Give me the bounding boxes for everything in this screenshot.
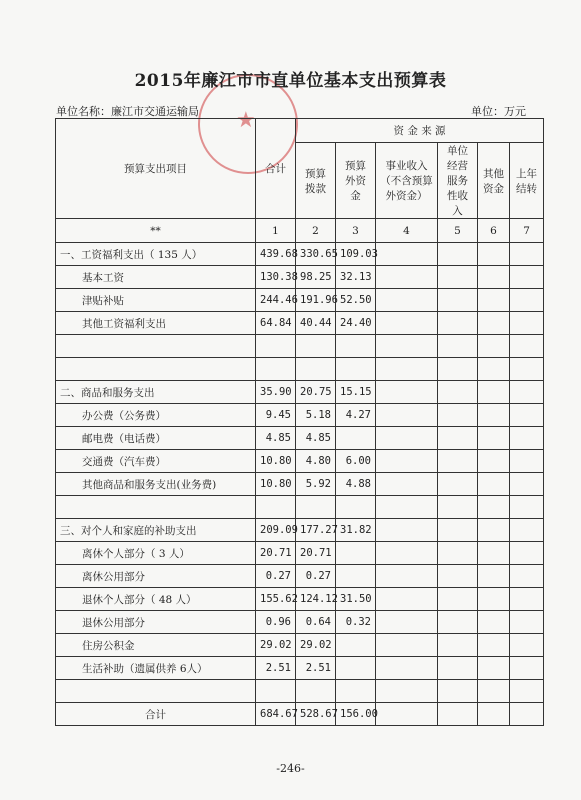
row-operating [438, 450, 478, 473]
row-item: 住房公积金 [56, 634, 256, 657]
header-budget: 预算拨款 [296, 143, 336, 219]
row-total: 4.85 [256, 427, 296, 450]
row-total: 209.09 [256, 519, 296, 542]
row-item: 办公费（公务费） [56, 404, 256, 427]
row-extra [336, 542, 376, 565]
table-row [56, 335, 544, 358]
row-item: 基本工资 [56, 266, 256, 289]
total-c4 [376, 703, 438, 726]
row-career [376, 404, 438, 427]
row-extra: 52.50 [336, 289, 376, 312]
row-operating [438, 427, 478, 450]
row-total: 2.51 [256, 657, 296, 680]
row-operating [438, 680, 478, 703]
row-total [256, 358, 296, 381]
row-other [478, 611, 510, 634]
row-career [376, 542, 438, 565]
row-total: 20.71 [256, 542, 296, 565]
row-extra [336, 680, 376, 703]
row-carry [510, 588, 544, 611]
row-operating [438, 243, 478, 266]
table-row [56, 404, 544, 427]
row-item: 二、商品和服务支出 [56, 381, 256, 404]
row-budget [296, 496, 336, 519]
row-carry [510, 634, 544, 657]
row-extra [336, 634, 376, 657]
table-row [56, 565, 544, 588]
row-other [478, 243, 510, 266]
row-extra: 31.50 [336, 588, 376, 611]
row-carry [510, 358, 544, 381]
row-career [376, 450, 438, 473]
row-item: 退休个人部分（ 48 人） [56, 588, 256, 611]
row-other [478, 427, 510, 450]
row-career [376, 289, 438, 312]
row-total [256, 335, 296, 358]
table-row [56, 496, 544, 519]
document-title: 2015年廉江市市直单位基本支出预算表 [134, 71, 447, 91]
row-other [478, 266, 510, 289]
row-item [56, 680, 256, 703]
row-carry [510, 289, 544, 312]
row-item: 三、对个人和家庭的补助支出 [56, 519, 256, 542]
unit-name-value: 廉江市交通运输局 [111, 105, 199, 118]
row-other [478, 450, 510, 473]
row-operating [438, 473, 478, 496]
table-row [56, 519, 544, 542]
total-c7 [510, 703, 544, 726]
row-carry [510, 611, 544, 634]
row-item: 退休公用部分 [56, 611, 256, 634]
row-budget: 124.12 [296, 588, 336, 611]
row-career [376, 611, 438, 634]
row-item: 邮电费（电话费） [56, 427, 256, 450]
table-row [56, 542, 544, 565]
row-item: 离休个人部分（ 3 人） [56, 542, 256, 565]
row-item [56, 335, 256, 358]
row-operating [438, 588, 478, 611]
row-operating [438, 404, 478, 427]
row-total: 0.96 [256, 611, 296, 634]
row-item: 生活补助（遗属供养 6人） [56, 657, 256, 680]
index-c1: 1 [256, 219, 296, 243]
row-carry [510, 404, 544, 427]
row-budget: 330.65 [296, 243, 336, 266]
row-operating [438, 358, 478, 381]
row-operating [438, 611, 478, 634]
row-budget: 0.27 [296, 565, 336, 588]
row-extra [336, 657, 376, 680]
row-career [376, 519, 438, 542]
table-row [56, 243, 544, 266]
row-budget: 29.02 [296, 634, 336, 657]
row-carry [510, 335, 544, 358]
budget-table [55, 118, 544, 726]
row-extra [336, 335, 376, 358]
row-total: 130.38 [256, 266, 296, 289]
row-carry [510, 427, 544, 450]
row-operating [438, 381, 478, 404]
table-row [56, 381, 544, 404]
row-item: 一、工资福利支出（ 135 人） [56, 243, 256, 266]
row-carry [510, 473, 544, 496]
index-c4: 4 [376, 219, 438, 243]
row-extra [336, 565, 376, 588]
row-item: 津贴补贴 [56, 289, 256, 312]
row-career [376, 358, 438, 381]
row-extra: 6.00 [336, 450, 376, 473]
table-row [56, 588, 544, 611]
row-extra: 109.03 [336, 243, 376, 266]
row-total: 9.45 [256, 404, 296, 427]
row-total: 10.80 [256, 450, 296, 473]
index-c2: 2 [296, 219, 336, 243]
row-carry [510, 519, 544, 542]
table-row [56, 358, 544, 381]
row-career [376, 381, 438, 404]
table-row [56, 473, 544, 496]
row-extra [336, 427, 376, 450]
row-budget: 98.25 [296, 266, 336, 289]
row-career [376, 634, 438, 657]
index-c7: 7 [510, 219, 544, 243]
row-other [478, 519, 510, 542]
row-operating [438, 335, 478, 358]
row-operating [438, 266, 478, 289]
row-operating [438, 657, 478, 680]
row-carry [510, 381, 544, 404]
row-total: 10.80 [256, 473, 296, 496]
unit-name-label: 单位名称： [56, 105, 111, 118]
row-total: 0.27 [256, 565, 296, 588]
row-career [376, 312, 438, 335]
page-number: -246- [276, 762, 305, 775]
table-row [56, 450, 544, 473]
row-extra: 4.27 [336, 404, 376, 427]
row-extra: 0.32 [336, 611, 376, 634]
row-extra: 31.82 [336, 519, 376, 542]
row-other [478, 496, 510, 519]
row-operating [438, 565, 478, 588]
row-budget: 20.71 [296, 542, 336, 565]
row-career [376, 243, 438, 266]
row-budget: 40.44 [296, 312, 336, 335]
row-carry [510, 450, 544, 473]
row-extra [336, 496, 376, 519]
row-budget: 177.27 [296, 519, 336, 542]
index-item: ** [56, 219, 256, 243]
row-budget: 4.80 [296, 450, 336, 473]
header-career: 事业收入（不含预算外资金） [376, 143, 438, 219]
row-extra: 32.13 [336, 266, 376, 289]
unit-measure [471, 103, 526, 119]
row-career [376, 588, 438, 611]
row-operating [438, 289, 478, 312]
row-other [478, 381, 510, 404]
row-other [478, 565, 510, 588]
row-other [478, 542, 510, 565]
row-item: 其他工资福利支出 [56, 312, 256, 335]
table-row [56, 680, 544, 703]
row-carry [510, 266, 544, 289]
row-career [376, 657, 438, 680]
table-row [56, 289, 544, 312]
unit-name [56, 103, 199, 119]
row-total: 439.68 [256, 243, 296, 266]
row-carry [510, 657, 544, 680]
row-budget [296, 358, 336, 381]
unit-measure-label: 单位： [471, 105, 504, 118]
row-other [478, 312, 510, 335]
row-budget [296, 680, 336, 703]
index-c5: 5 [438, 219, 478, 243]
row-budget: 191.96 [296, 289, 336, 312]
total-c6 [478, 703, 510, 726]
row-budget: 0.64 [296, 611, 336, 634]
row-other [478, 335, 510, 358]
row-career [376, 427, 438, 450]
row-total [256, 496, 296, 519]
seal-star-icon: ★ [236, 108, 256, 133]
row-extra: 24.40 [336, 312, 376, 335]
row-operating [438, 634, 478, 657]
header-source-group: 资 金 来 源 [296, 119, 544, 143]
row-operating [438, 519, 478, 542]
table-row [56, 266, 544, 289]
row-item: 离休公用部分 [56, 565, 256, 588]
row-other [478, 680, 510, 703]
row-carry [510, 312, 544, 335]
row-other [478, 404, 510, 427]
row-carry [510, 680, 544, 703]
row-item: 其他商品和服务支出(业务费) [56, 473, 256, 496]
row-operating [438, 312, 478, 335]
table-row [56, 611, 544, 634]
row-extra: 15.15 [336, 381, 376, 404]
row-carry [510, 496, 544, 519]
row-total: 35.90 [256, 381, 296, 404]
index-c3: 3 [336, 219, 376, 243]
row-extra: 4.88 [336, 473, 376, 496]
header-total: 合计 [256, 119, 296, 219]
header-item: 预算支出项目 [56, 119, 256, 219]
table-row [56, 312, 544, 335]
header-carry: 上年结转 [510, 143, 544, 219]
total-c3: 156.00 [336, 703, 376, 726]
row-career [376, 680, 438, 703]
total-c1: 684.67 [256, 703, 296, 726]
row-budget: 4.85 [296, 427, 336, 450]
row-carry [510, 243, 544, 266]
table-row [56, 657, 544, 680]
row-total [256, 680, 296, 703]
total-label: 合计 [56, 703, 256, 726]
row-budget [296, 335, 336, 358]
header-operating: 单位经营服务性收入 [438, 143, 478, 219]
row-career [376, 565, 438, 588]
row-career [376, 266, 438, 289]
row-career [376, 335, 438, 358]
row-operating [438, 542, 478, 565]
row-total: 29.02 [256, 634, 296, 657]
row-other [478, 634, 510, 657]
row-total: 244.46 [256, 289, 296, 312]
row-carry [510, 565, 544, 588]
index-c6: 6 [478, 219, 510, 243]
row-other [478, 657, 510, 680]
row-budget: 20.75 [296, 381, 336, 404]
header-other: 其他资金 [478, 143, 510, 219]
unit-measure-value: 万元 [504, 105, 526, 118]
row-extra [336, 358, 376, 381]
row-other [478, 588, 510, 611]
row-item [56, 496, 256, 519]
table-row [56, 634, 544, 657]
total-c2: 528.67 [296, 703, 336, 726]
row-other [478, 473, 510, 496]
row-total: 64.84 [256, 312, 296, 335]
header-extra: 预算外资金 [336, 143, 376, 219]
row-item [56, 358, 256, 381]
row-operating [438, 496, 478, 519]
row-career [376, 496, 438, 519]
row-other [478, 289, 510, 312]
total-c5 [438, 703, 478, 726]
row-item: 交通费（汽车费） [56, 450, 256, 473]
row-budget: 2.51 [296, 657, 336, 680]
row-career [376, 473, 438, 496]
row-budget: 5.92 [296, 473, 336, 496]
row-budget: 5.18 [296, 404, 336, 427]
table-row [56, 427, 544, 450]
row-carry [510, 542, 544, 565]
row-other [478, 358, 510, 381]
table-body [56, 243, 544, 703]
row-total: 155.62 [256, 588, 296, 611]
